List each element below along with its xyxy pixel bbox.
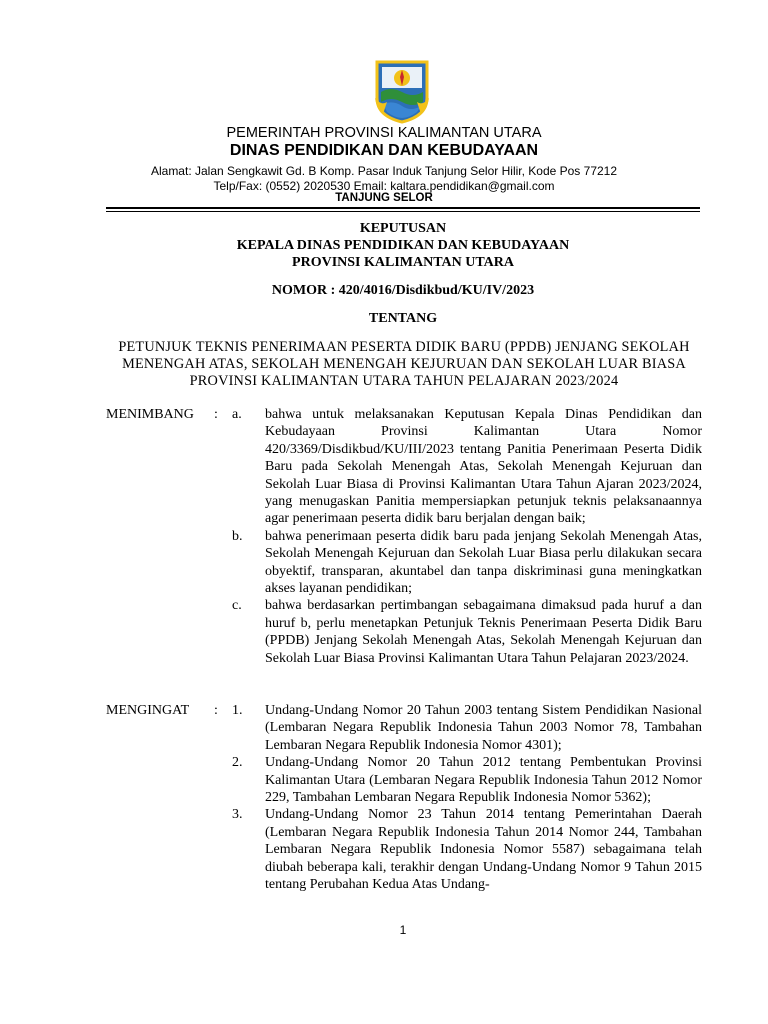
section-colon: : [214, 407, 218, 422]
letterhead-government: PEMERINTAH PROVINSI KALIMANTAN UTARA [226, 125, 542, 141]
letterhead-address: Alamat: Jalan Sengkawit Gd. B Komp. Pasar Induk Tanjung Selor Hilir, Kode Pos 77212 [150, 164, 618, 178]
list-item [106, 754, 702, 806]
page-number: 1 [399, 923, 407, 937]
letterhead-divider-thin [106, 211, 700, 212]
list-item [106, 406, 702, 528]
item-marker: 3. [232, 807, 243, 823]
letterhead-contact: Telp/Fax: (0552) 2020530 Email: kaltara.pendidikan@gmail.com [213, 179, 555, 193]
letterhead-city: TANJUNG SELOR [335, 192, 433, 204]
menimbang-section [106, 406, 702, 667]
decree-province: PROVINSI KALIMANTAN UTARA [292, 255, 514, 270]
list-item [106, 597, 702, 667]
item-text: bahwa berdasarkan pertimbangan sebagaimana dimaksud pada huruf a dan huruf b, perlu menetapkan Petunjuk Teknis Penerimaan Peserta Didik Baru (PPDB) Jenjang Sekolah Menengah Atas, Sekolah Menengah Kejuruan dan Sekolah Luar Biasa Provinsi Kalimantan Utara Tahun Pelajaran 2023/2024. [265, 598, 702, 666]
list-item [106, 528, 702, 598]
decree-type: KEPUTUSAN [359, 221, 447, 236]
mengingat-section [106, 702, 702, 893]
item-marker: b. [232, 528, 243, 544]
provincial-emblem-icon [373, 58, 431, 124]
item-text: Undang-Undang Nomor 20 Tahun 2003 tentang Sistem Pendidikan Nasional (Lembaran Negara Republik Indonesia Tahun 2003 Nomor 78, Tambahan Lembaran Negara Republik Indonesia Nomor 4301); [265, 703, 702, 753]
item-text: Undang-Undang Nomor 20 Tahun 2012 tentang Pembentukan Provinsi Kalimantan Utara (Lembaran Negara Republik Indonesia Tahun 2012 Nomor 229, Tambahan Lembaran Negara Republik Indonesia Nomor 5362); [265, 755, 702, 806]
list-item [106, 702, 702, 754]
item-marker: a. [232, 407, 242, 422]
section-label: MENIMBANG [106, 407, 194, 422]
item-text: bahwa penerimaan peserta didik baru pada jenjang Sekolah Menengah Atas, Sekolah Menengah Kejuruan dan Sekolah Luar Biasa perlu dilakukan secara obyektif, transparan, akuntabel dan tanpa diskriminasi guna meningkatkan akses layanan pendidikan; [265, 528, 702, 597]
section-colon: : [214, 703, 218, 718]
decree-subject: PETUNJUK TEKNIS PENERIMAAN PESERTA DIDIK BARU (PPDB) JENJANG SEKOLAH MENENGAH ATAS, SEKOLAH MENENGAH KEJURUAN DAN SEKOLAH LUAR BIASA PROVINSI KALIMANTAN UTARA TAHUN PELAJARAN 2023/2024 [118, 339, 690, 389]
item-marker: 1. [232, 703, 243, 718]
section-label: MENGINGAT [106, 703, 190, 718]
letterhead-divider-thick [106, 207, 700, 209]
item-marker: 2. [232, 755, 243, 771]
list-item [106, 806, 702, 893]
item-marker: c. [232, 598, 242, 614]
decree-about-heading: TENTANG [368, 311, 438, 326]
decree-issuer: KEPALA DINAS PENDIDIKAN DAN KEBUDAYAAN [236, 238, 570, 253]
letterhead-office: DINAS PENDIDIKAN DAN KEBUDAYAAN [229, 142, 539, 159]
item-text: bahwa untuk melaksanakan Keputusan Kepala Dinas Pendidikan dan Kebudayaan Provinsi Kalimantan Utara Nomor 420/3369/Disdikbud/KU/III/2023 tentang Panitia Penerimaan Peserta Didik Baru pada Sekolah Menengah Atas, Sekolah Menengah Kejuruan dan Sekolah Luar Biasa di Provinsi Kalimantan Utara Tahun Ajaran 2023/2024, yang menugaskan Panitia mempersiapkan petunjuk teknis pelaksanaannya agar penerimaan peserta didik baru berjalan dengan baik; [265, 407, 702, 527]
decree-number: NOMOR : 420/4016/Disdikbud/KU/IV/2023 [271, 283, 535, 298]
item-text: Undang-Undang Nomor 23 Tahun 2014 tentang Pemerintahan Daerah (Lembaran Negara Republik Indonesia Tahun 2014 Nomor 244, Tambahan Lembaran Negara Republik Indonesia Nomor 5587) sebagaimana telah diubah beberapa kali, terakhir dengan Undang-Undang Nomor 9 Tahun 2015 tentang Perubahan Kedua Atas Undang- [265, 807, 702, 893]
